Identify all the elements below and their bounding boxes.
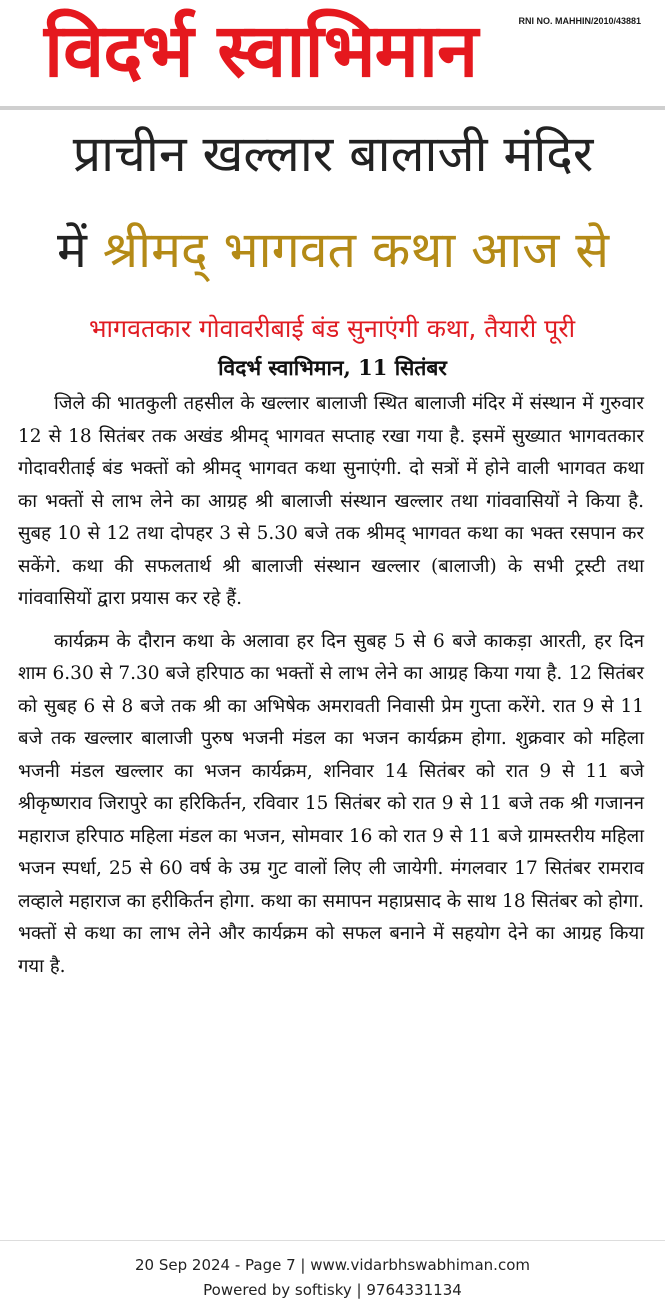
headline-line-2 [18, 218, 648, 282]
footer-divider [0, 1240, 665, 1241]
article-paragraph: जिले की भातकुली तहसील के खल्लार बालाजी स्थित बालाजी मंदिर में संस्थान में गुरुवार 12 से 18 सितंबर तक अखंड श्रीमद् भागवत सप्ताह रखा गया है. इसमें सुख्यात भागवतकार गोदावरीताई बंड भक्तों को श्रीमद् भागवत कथा सुनाएंगी. दो सत्रों में होने वाली भागवत कथा का भक्तों से लाभ लेने का आग्रह श्री बालाजी संस्थान खल्लार तथा गांववासियों ने किया है. सुबह 10 से 12 तथा दोपहर 3 से 5.30 बजे तक श्रीमद् भागवत कथा का भक्त रसपान कर सकेंगे. कथा की सफलतार्थ श्री बालाजी संस्थान खल्लार (बालाजी) के सभी ट्रस्टी तथा गांववासियों द्वारा प्रयास कर रहे हैं. [18, 393, 644, 609]
footer-credits: Powered by softisky | 9764331134 [203, 1281, 462, 1299]
headline-line-1: प्राचीन खल्लार बालाजी मंदिर [72, 125, 594, 183]
dateline: विदर्भ स्वाभिमान, 11 सितंबर [218, 355, 447, 380]
subheadline: भागवतकार गोवावरीबाई बंड सुनाएंगी कथा, तैयारी पूरी [88, 314, 576, 343]
headline-prefix: में [56, 221, 103, 279]
article-body [18, 388, 644, 983]
masthead [0, 0, 665, 110]
masthead-logo: विदर्भ स्वाभिमान [44, 8, 478, 94]
article-paragraph: कार्यक्रम के दौरान कथा के अलावा हर दिन सुबह 5 से 6 बजे काकड़ा आरती, हर दिन शाम 6.30 से 7.30 बजे हरिपाठ का भक्तों से लाभ लेने का आग्रह किया गया है. 12 सितंबर को सुबह 6 से 8 बजे तक श्री का अभिषेक अमरावती निवासी प्रेम गुप्ता करेंगे. रात 9 से 11 बजे तक खल्लार बालाजी पुरुष भजनी मंडल का भजन कार्यक्रम होगा. शुक्रवार को महिला भजनी मंडल खल्लार का भजन कार्यक्रम, शनिवार 14 सितंबर को रात 9 से 11 बजे श्रीकृष्णराव जिरापुरे का हरिकिर्तन, रविवार 15 सितंबर को रात 9 से 11 बजे तक श्री गजानन महाराज हरिपाठ महिला मंडल का भजन, सोमवार 16 को रात 9 से 11 बजे ग्रामस्तरीय महिला भजन स्पर्धा, 25 से 60 वर्ष के उम्र गुट वालों लिए ली जायेगी. मंगलवार 17 सितंबर रामराव लव्हाले महाराज का हरीकिर्तन होगा. कथा का समापन महाप्रसाद के साथ 18 सितंबर को होगा. भक्तों से कथा का लाभ लेने और कार्यक्रम को सफल बनाने में सहयोग देने का आग्रह किया गया है. [18, 630, 644, 977]
masthead-divider [0, 106, 665, 110]
headline-accent: श्रीमद् भागवत कथा आज से [102, 221, 610, 279]
rni-number: RNI NO. MAHHIN/2010/43881 [518, 16, 641, 26]
footer-page-info: 20 Sep 2024 - Page 7 | www.vidarbhswabhiman.com [135, 1256, 530, 1274]
